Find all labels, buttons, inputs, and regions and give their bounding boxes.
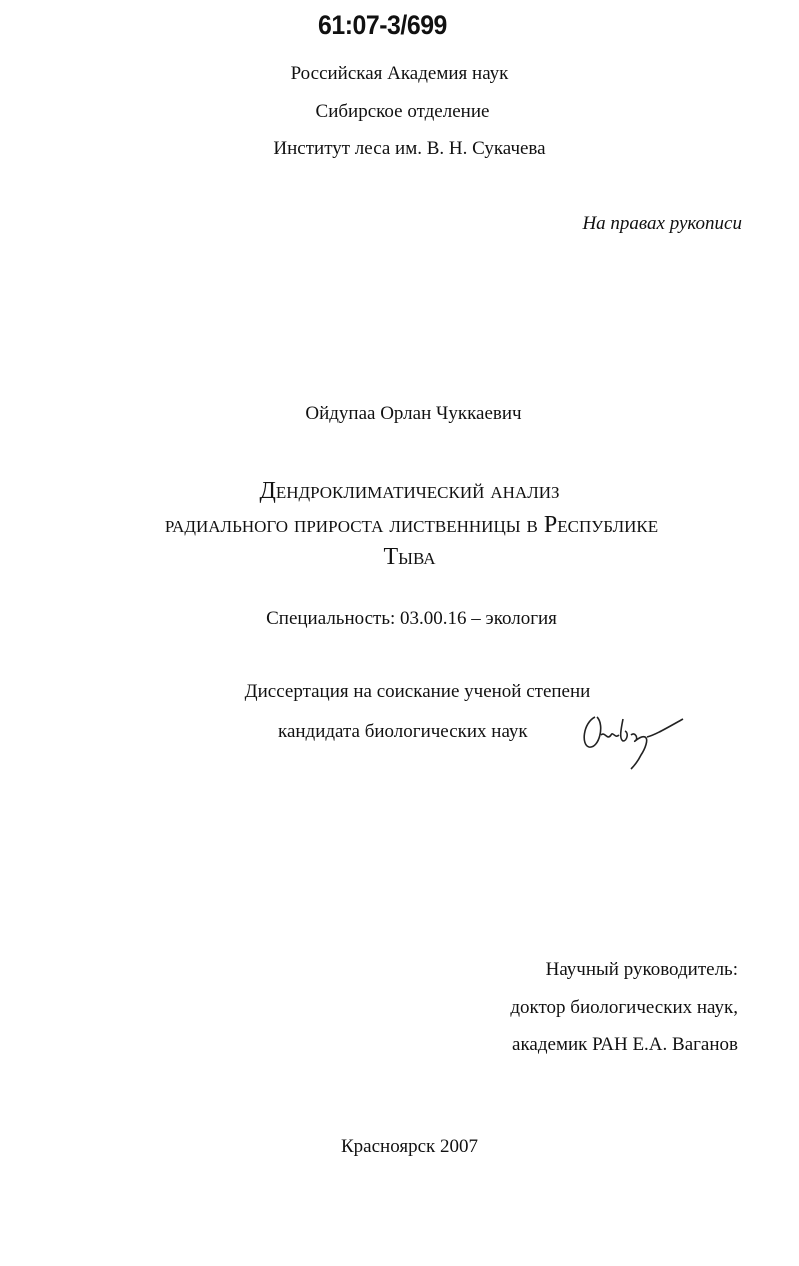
signature [575,705,695,775]
institution-line: Институт леса им. В. Н. Сукачева [273,138,546,159]
supervisor-degree: доктор биологических наук, [510,997,738,1018]
title-line: Тыва [383,544,436,570]
degree-line: Диссертация на соискание ученой степени [244,681,591,702]
title-line: Дендроклиматический анализ [259,478,560,504]
institution-line: Сибирское отделение [315,101,490,122]
institution-line: Российская Академия наук [290,63,509,84]
specialty: Специальность: 03.00.16 – экология [266,608,557,629]
supervisor-label: Научный руководитель: [545,959,738,980]
archive-code: 61:07-3/699 [318,10,447,40]
city-year: Красноярск 2007 [341,1136,478,1157]
author-name: Ойдупаа Орлан Чуккаевич [305,403,522,424]
title-line: радиального прироста лиственницы в Республике [164,512,659,538]
rights-note: На правах рукописи [582,213,742,234]
degree-line: кандидата биологических наук [278,721,528,742]
supervisor-name: академик РАН Е.А. Ваганов [512,1034,738,1055]
